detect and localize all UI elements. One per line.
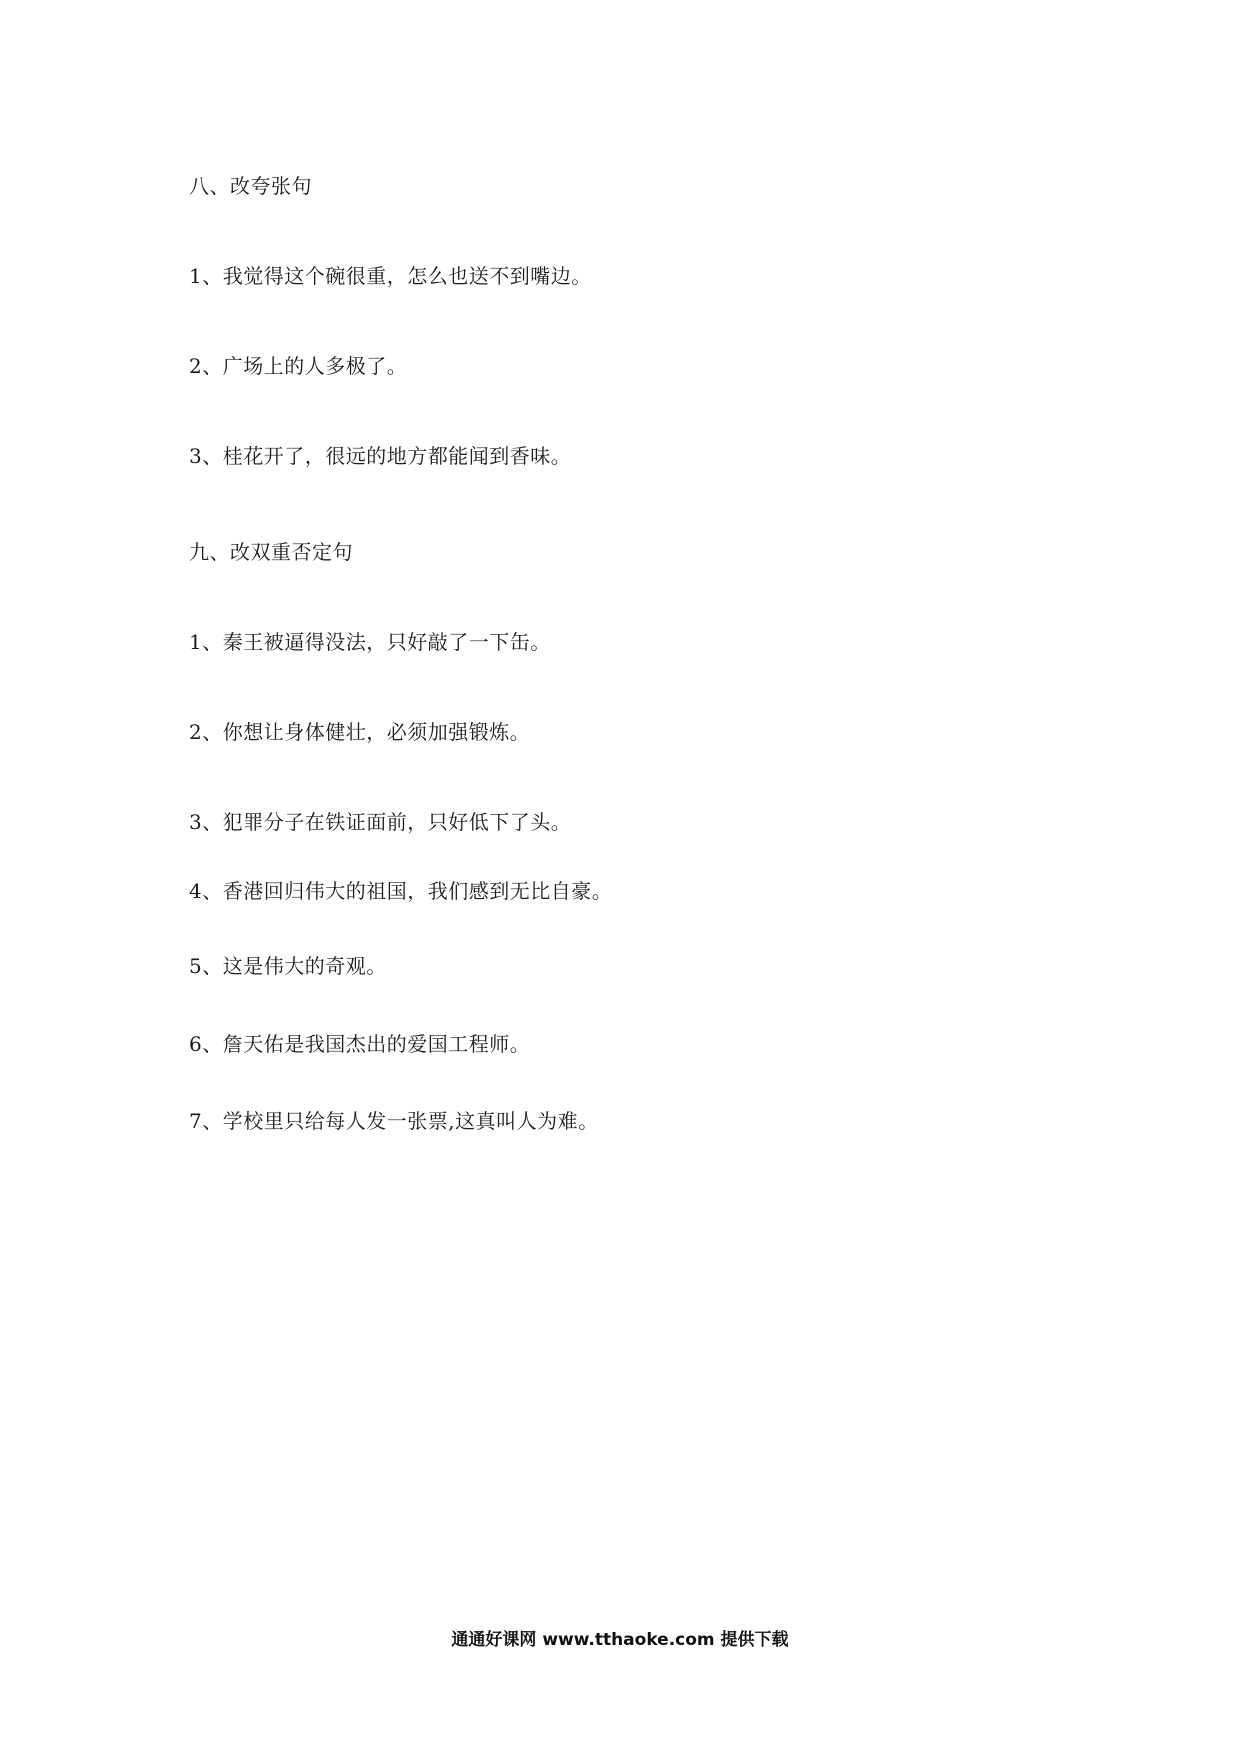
section-9-heading: 九、改双重否定句 [189, 540, 353, 564]
section-9-item-6: 6、詹天佑是我国杰出的爱国工程师。 [189, 1032, 531, 1056]
section-9-item-2: 2、你想让身体健壮，必须加强锻炼。 [189, 720, 531, 744]
section-8-heading: 八、改夸张句 [189, 174, 312, 198]
section-8-item-1: 1、我觉得这个碗很重，怎么也送不到嘴边。 [189, 264, 592, 288]
section-9-item-3: 3、犯罪分子在铁证面前，只好低下了头。 [189, 810, 572, 834]
footer-download-notice: 通通好课网 www.tthaoke.com 提供下载 [451, 1630, 789, 1650]
section-9-item-1: 1、秦王被逼得没法，只好敲了一下缶。 [189, 630, 551, 654]
section-8-item-3: 3、桂花开了，很远的地方都能闻到香味。 [189, 444, 572, 468]
section-8-item-2: 2、广场上的人多极了。 [189, 354, 408, 378]
section-9-item-4: 4、香港回归伟大的祖国，我们感到无比自豪。 [189, 879, 613, 903]
section-9-item-5: 5、这是伟大的奇观。 [189, 954, 387, 978]
section-9-item-7: 7、学校里只给每人发一张票,这真叫人为难。 [189, 1109, 599, 1133]
